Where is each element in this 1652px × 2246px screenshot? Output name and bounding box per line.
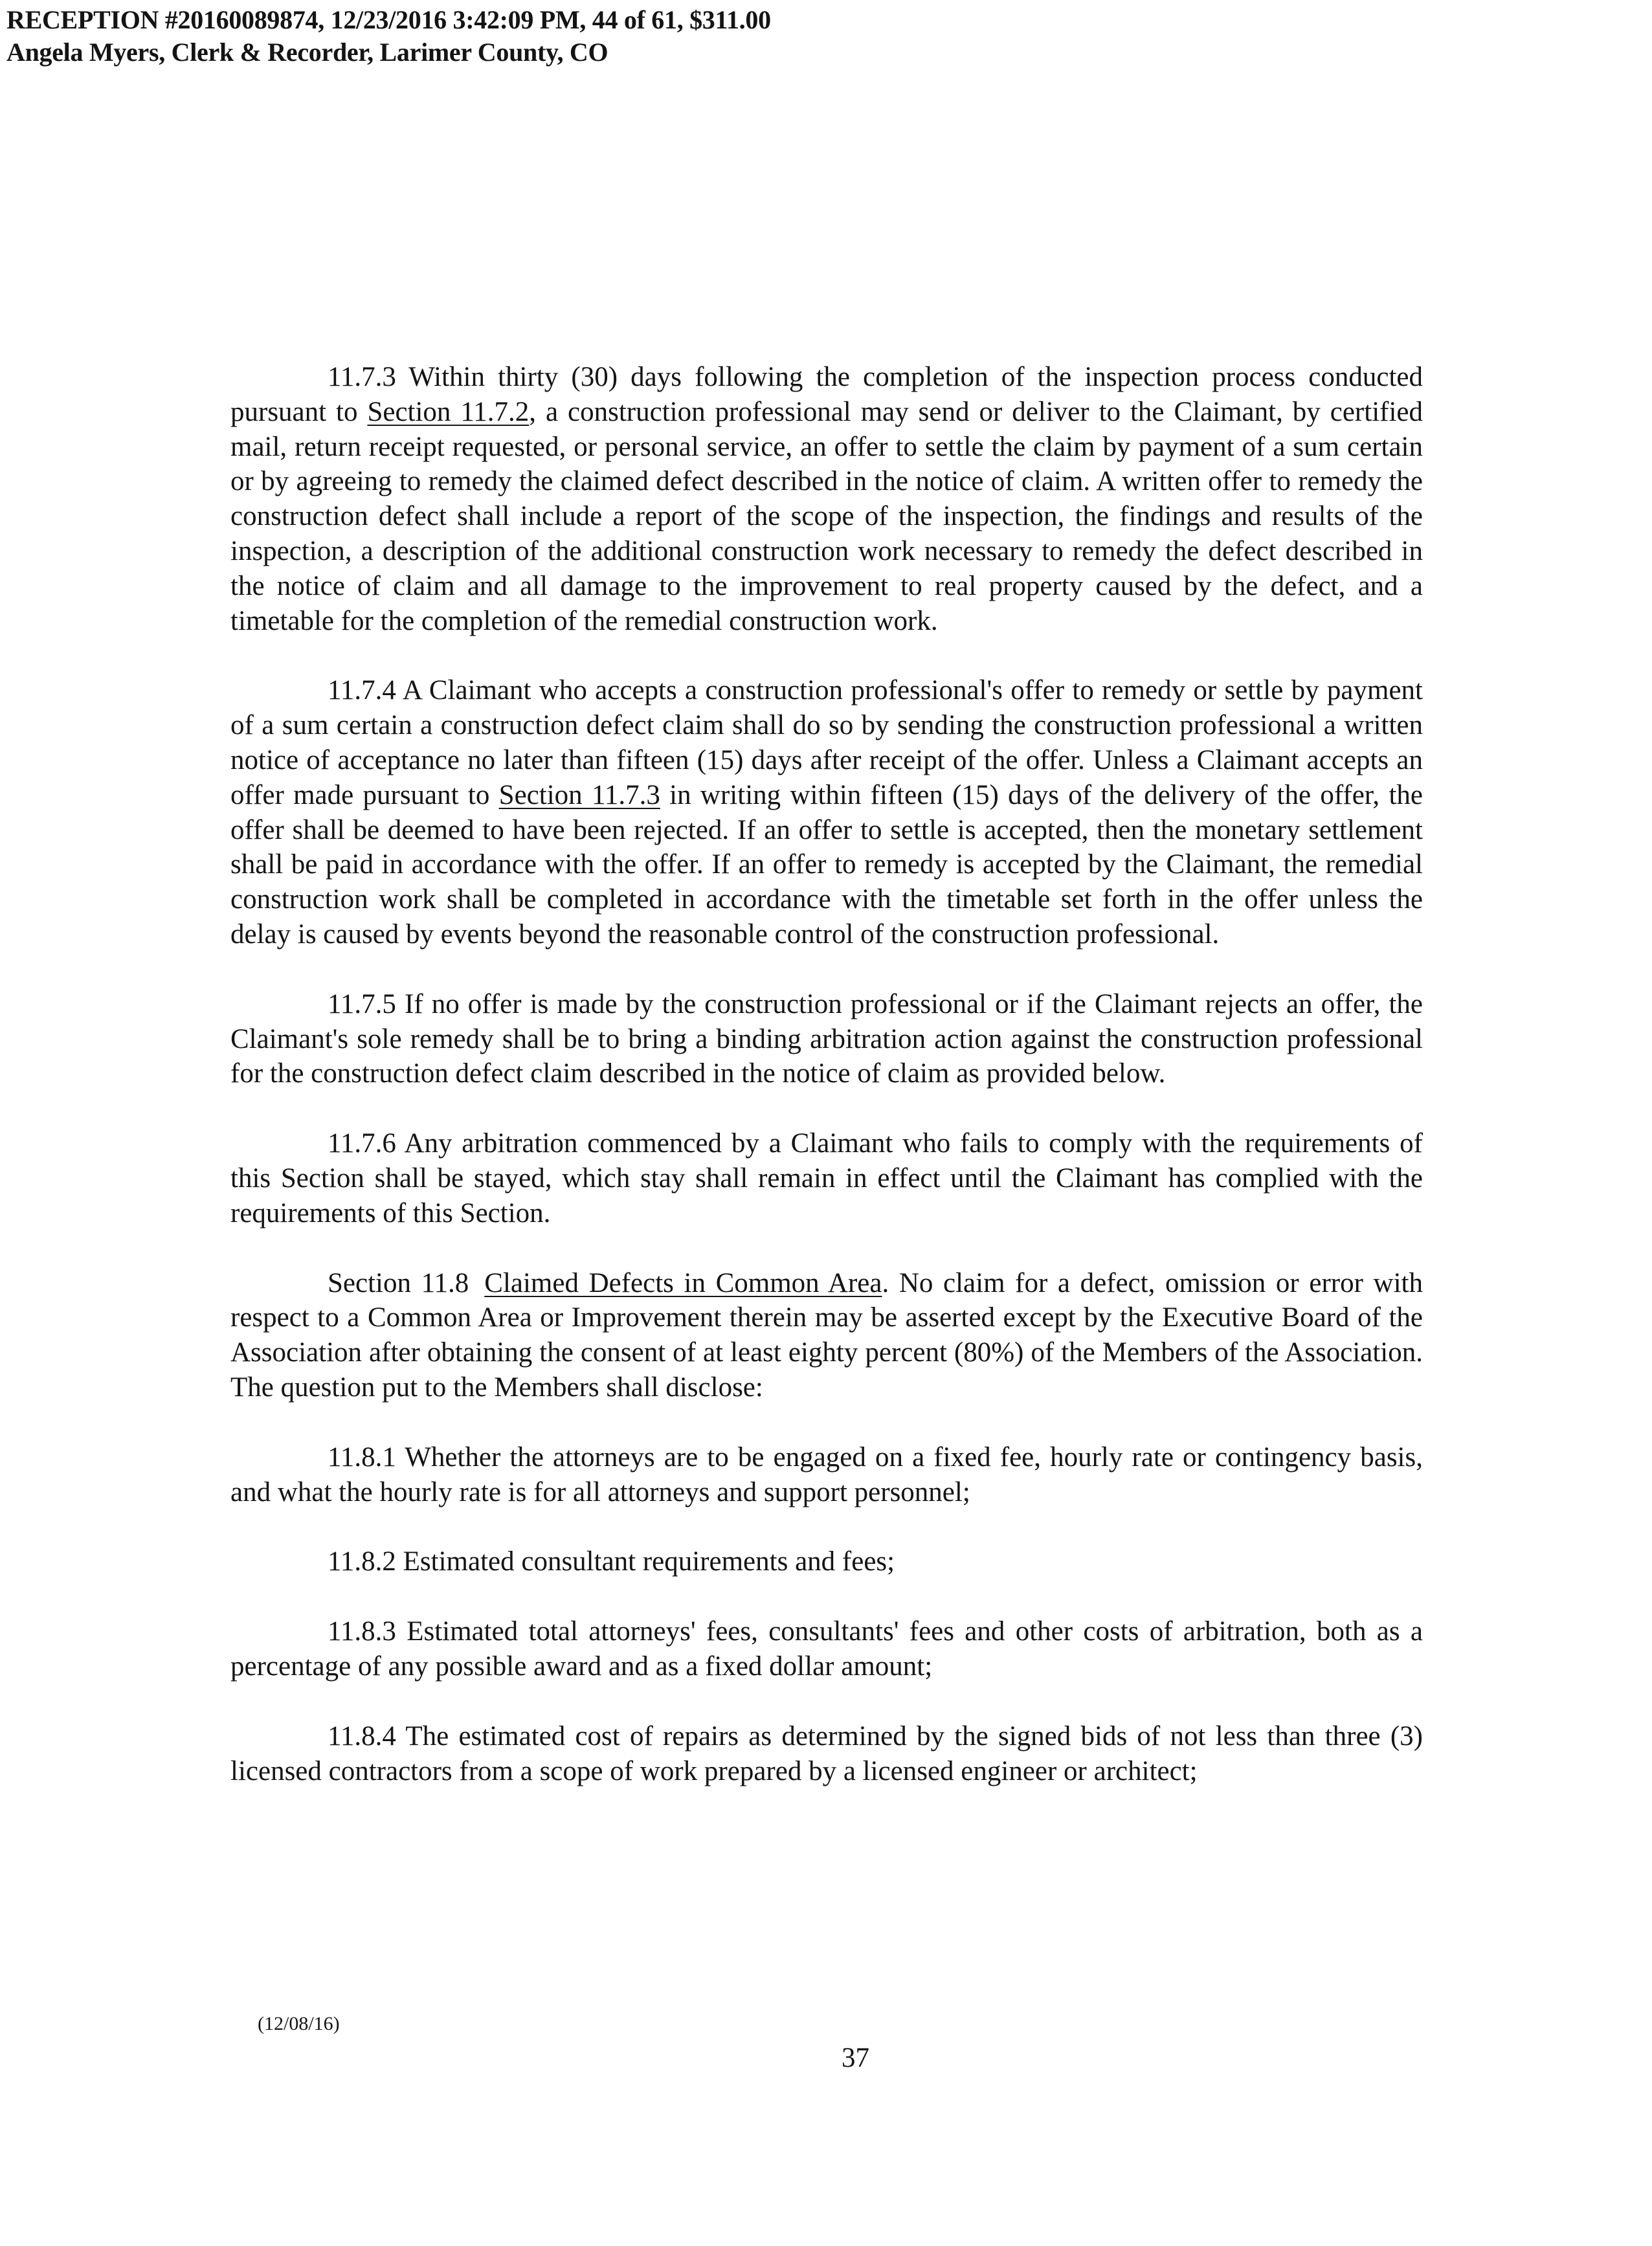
document-body <box>230 360 1423 1788</box>
section-heading: Claimed Defects in Common Area <box>484 1267 882 1298</box>
paragraph-11-7-4 <box>230 673 1423 951</box>
paragraph-11-7-3 <box>230 360 1423 638</box>
paragraph-11-8-2: 11.8.2 Estimated consultant requirements and fees; <box>328 1546 895 1577</box>
paragraph-text: 11.7.3 Within thirty (30) days following the completion of the inspection process conducted pursuant to <box>230 362 1423 427</box>
paragraph-11-7-6: 11.7.6 Any arbitration commenced by a Claimant who fails to comply with the requirements of this Section shall be stayed, which stay shall remain in effect until the Claimant has complied with the requirements of this Section. <box>230 1128 1423 1229</box>
paragraph-11-8-4: 11.8.4 The estimated cost of repairs as determined by the signed bids of not less than three (3) licensed contractors from a scope of work prepared by a licensed engineer or architect; <box>230 1720 1423 1786</box>
reception-line: RECEPTION #20160089874, 12/23/2016 3:42:09 PM, 44 of 61, $311.00 <box>6 5 771 34</box>
section-reference-11-7-3: Section 11.7.3 <box>498 779 660 810</box>
paragraph-11-8-3: 11.8.3 Estimated total attorneys' fees, consultants' fees and other costs of arbitration, both as a percentage of any possible award and as a fixed dollar amount; <box>230 1616 1423 1682</box>
section-reference-11-7-2: Section 11.7.2 <box>367 396 530 427</box>
revision-date: (12/08/16) <box>258 2013 340 2034</box>
recording-stamp <box>6 4 771 69</box>
section-label: Section 11.8 <box>328 1267 469 1298</box>
paragraph-text: 11.7.4 A Claimant who accepts a construction professional's offer to remedy or settle by payment of a sum certain a construction defect claim shall do so by sending the construction professional a written notice of acceptance no later than fifteen (15) days after receipt of the offer. Unless a Claimant accepts an offer made pursuant to <box>230 675 1423 810</box>
paragraph-11-7-5: 11.7.5 If no offer is made by the construction professional or if the Claimant rejects an offer, the Claimant's sole remedy shall be to bring a binding arbitration action against the construction professional for the construction defect claim described in the notice of claim as provided below. <box>230 988 1423 1089</box>
paragraph-text: in writing within fifteen (15) days of the delivery of the offer, the offer shall be deemed to have been rejected. If an offer to settle is accepted, then the monetary settlement shall be paid in accordance with the offer. If an offer to remedy is accepted by the Claimant, the remedial construction work shall be completed in accordance with the timetable set forth in the offer unless the delay is caused by events beyond the reasonable control of the construction professional. <box>230 779 1423 950</box>
paragraph-11-8-1: 11.8.1 Whether the attorneys are to be engaged on a fixed fee, hourly rate or contingency basis, and what the hourly rate is for all attorneys and support personnel; <box>230 1441 1423 1507</box>
paragraph-text: . No claim for a defect, omission or error with respect to a Common Area or Improvement therein may be asserted except by the Executive Board of the Association after obtaining the consent of at least eighty percent (80%) of the Members of the Association. The question put to the Members shall disclose: <box>230 1267 1423 1403</box>
clerk-line: Angela Myers, Clerk & Recorder, Larimer County, CO <box>6 38 608 67</box>
section-11-8 <box>230 1266 1423 1405</box>
page-number: 37 <box>842 2043 869 2073</box>
paragraph-text: , a construction professional may send or deliver to the Claimant, by certified mail, return receipt requested, or personal service, an offer to settle the claim by payment of a sum certain or by agreeing to remedy the claimed defect described in the notice of claim. A written offer to remedy the construction defect shall include a report of the scope of the inspection, the findings and results of the inspection, a description of the additional construction work necessary to remedy the defect described in the notice of claim and all damage to the improvement to real property caused by the defect, and a timetable for the completion of the remedial construction work. <box>230 396 1423 636</box>
